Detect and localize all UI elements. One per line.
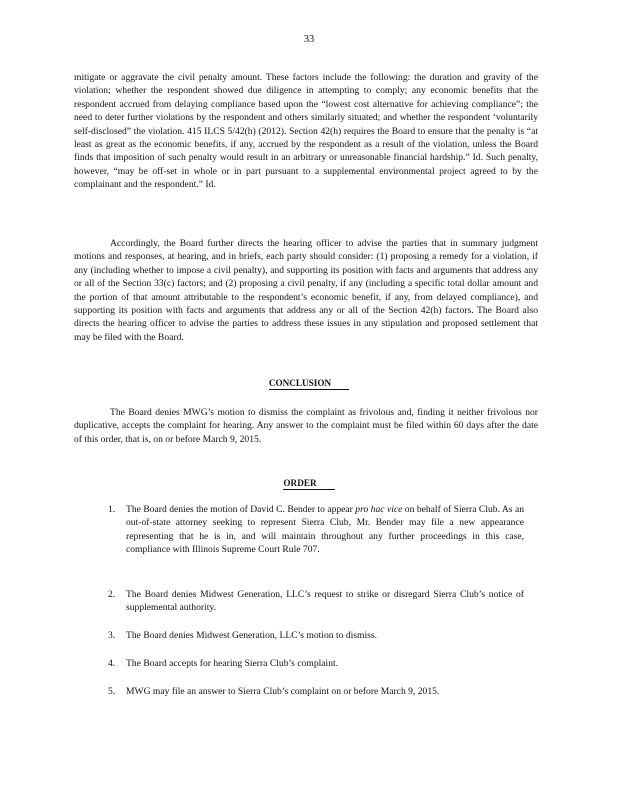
page-number: 33 (303, 34, 315, 45)
order-item-number: 4. (108, 658, 116, 669)
order-item-italic-term: pro hac vice (355, 504, 403, 515)
order-item-number: 3. (108, 630, 116, 641)
conclusion-heading-label: CONCLUSION (269, 378, 349, 390)
order-item-number: 1. (108, 504, 116, 515)
order-item-text: MWG may file an answer to Sierra Club’s complaint on or before March 9, 2015. (126, 686, 440, 697)
order-item-text-after: on behalf of Sierra Club. As an out-of-state attorney seeking to represent Sierra Club, Mr. Bender may file a new appearance representing that he is in, and will maintain throughout any further proceedings in this case, compliance with Illinois Supreme Court Rule 707. (126, 504, 524, 556)
order-item-number: 5. (108, 686, 116, 697)
penalty-factors-paragraph: mitigate or aggravate the civil penalty amount. These factors include the following: the duration and gravity of the violation; whether the respondent showed due diligence in attempting to comply; any economic benefits that the respondent accrued from delaying compliance based upon the “lowest cost alternative for achieving compliance”; the need to deter further violations by the respondent and others similarly situated; and whether the respondent ‘voluntarily self-disclosed” the violation. 415 ILCS 5/42(h) (2012). Section 42(h) requires the Board to ensure that the penalty is “at least as great as the economic benefits, if any, accrued by the respondent as a result of the violation, unless the Board finds that imposition of such penalty would result in an arbitrary or unreasonable financial hardship.” Id. Such penalty, however, “may be off-set in whole or in part pursuant to a supplemental environmental project agreed to by the complainant and the respondent.” Id. (74, 72, 538, 191)
order-item-text: The Board accepts for hearing Sierra Club’s complaint. (126, 658, 339, 669)
order-heading-label: ORDER (283, 478, 334, 490)
order-item-text-before: The Board denies the motion of David C. Bender to appear (126, 504, 356, 515)
order-item-text: The Board denies Midwest Generation, LLC’s request to strike or disregard Sierra Club’s notice of supplemental authority. (126, 589, 524, 614)
order-heading (0, 478, 618, 490)
conclusion-paragraph: The Board denies MWG’s motion to dismiss the complaint as frivolous and, finding it neither frivolous nor duplicative, accepts the complaint for hearing. Any answer to the complaint must be filed within 60 days after the date of this order, that is, on or before March 9, 2015. (74, 407, 538, 445)
order-item-text (126, 503, 524, 557)
conclusion-heading (0, 378, 618, 390)
hearing-officer-directions-paragraph: Accordingly, the Board further directs the hearing officer to advise the parties that in summary judgment motions and responses, at hearing, and in briefs, each party should consider: (1) proposing a remedy for a violation, if any (including whether to impose a civil penalty), and supporting its position with facts and arguments that address any or all of the Section 33(c) factors; and (2) proposing a civil penalty, if any (including a specific total dollar amount and the portion of that amount attributable to the respondent’s economic benefit, if any, from delayed compliance), and supporting its position with facts and arguments that address any or all of the Section 42(h) factors. The Board also directs the hearing officer to advise the parties to address these issues in any stipulation and proposed settlement that may be filed with the Board. (74, 238, 538, 343)
order-item-text: The Board denies Midwest Generation, LLC’s motion to dismiss. (126, 630, 378, 641)
order-item-number: 2. (108, 589, 116, 600)
